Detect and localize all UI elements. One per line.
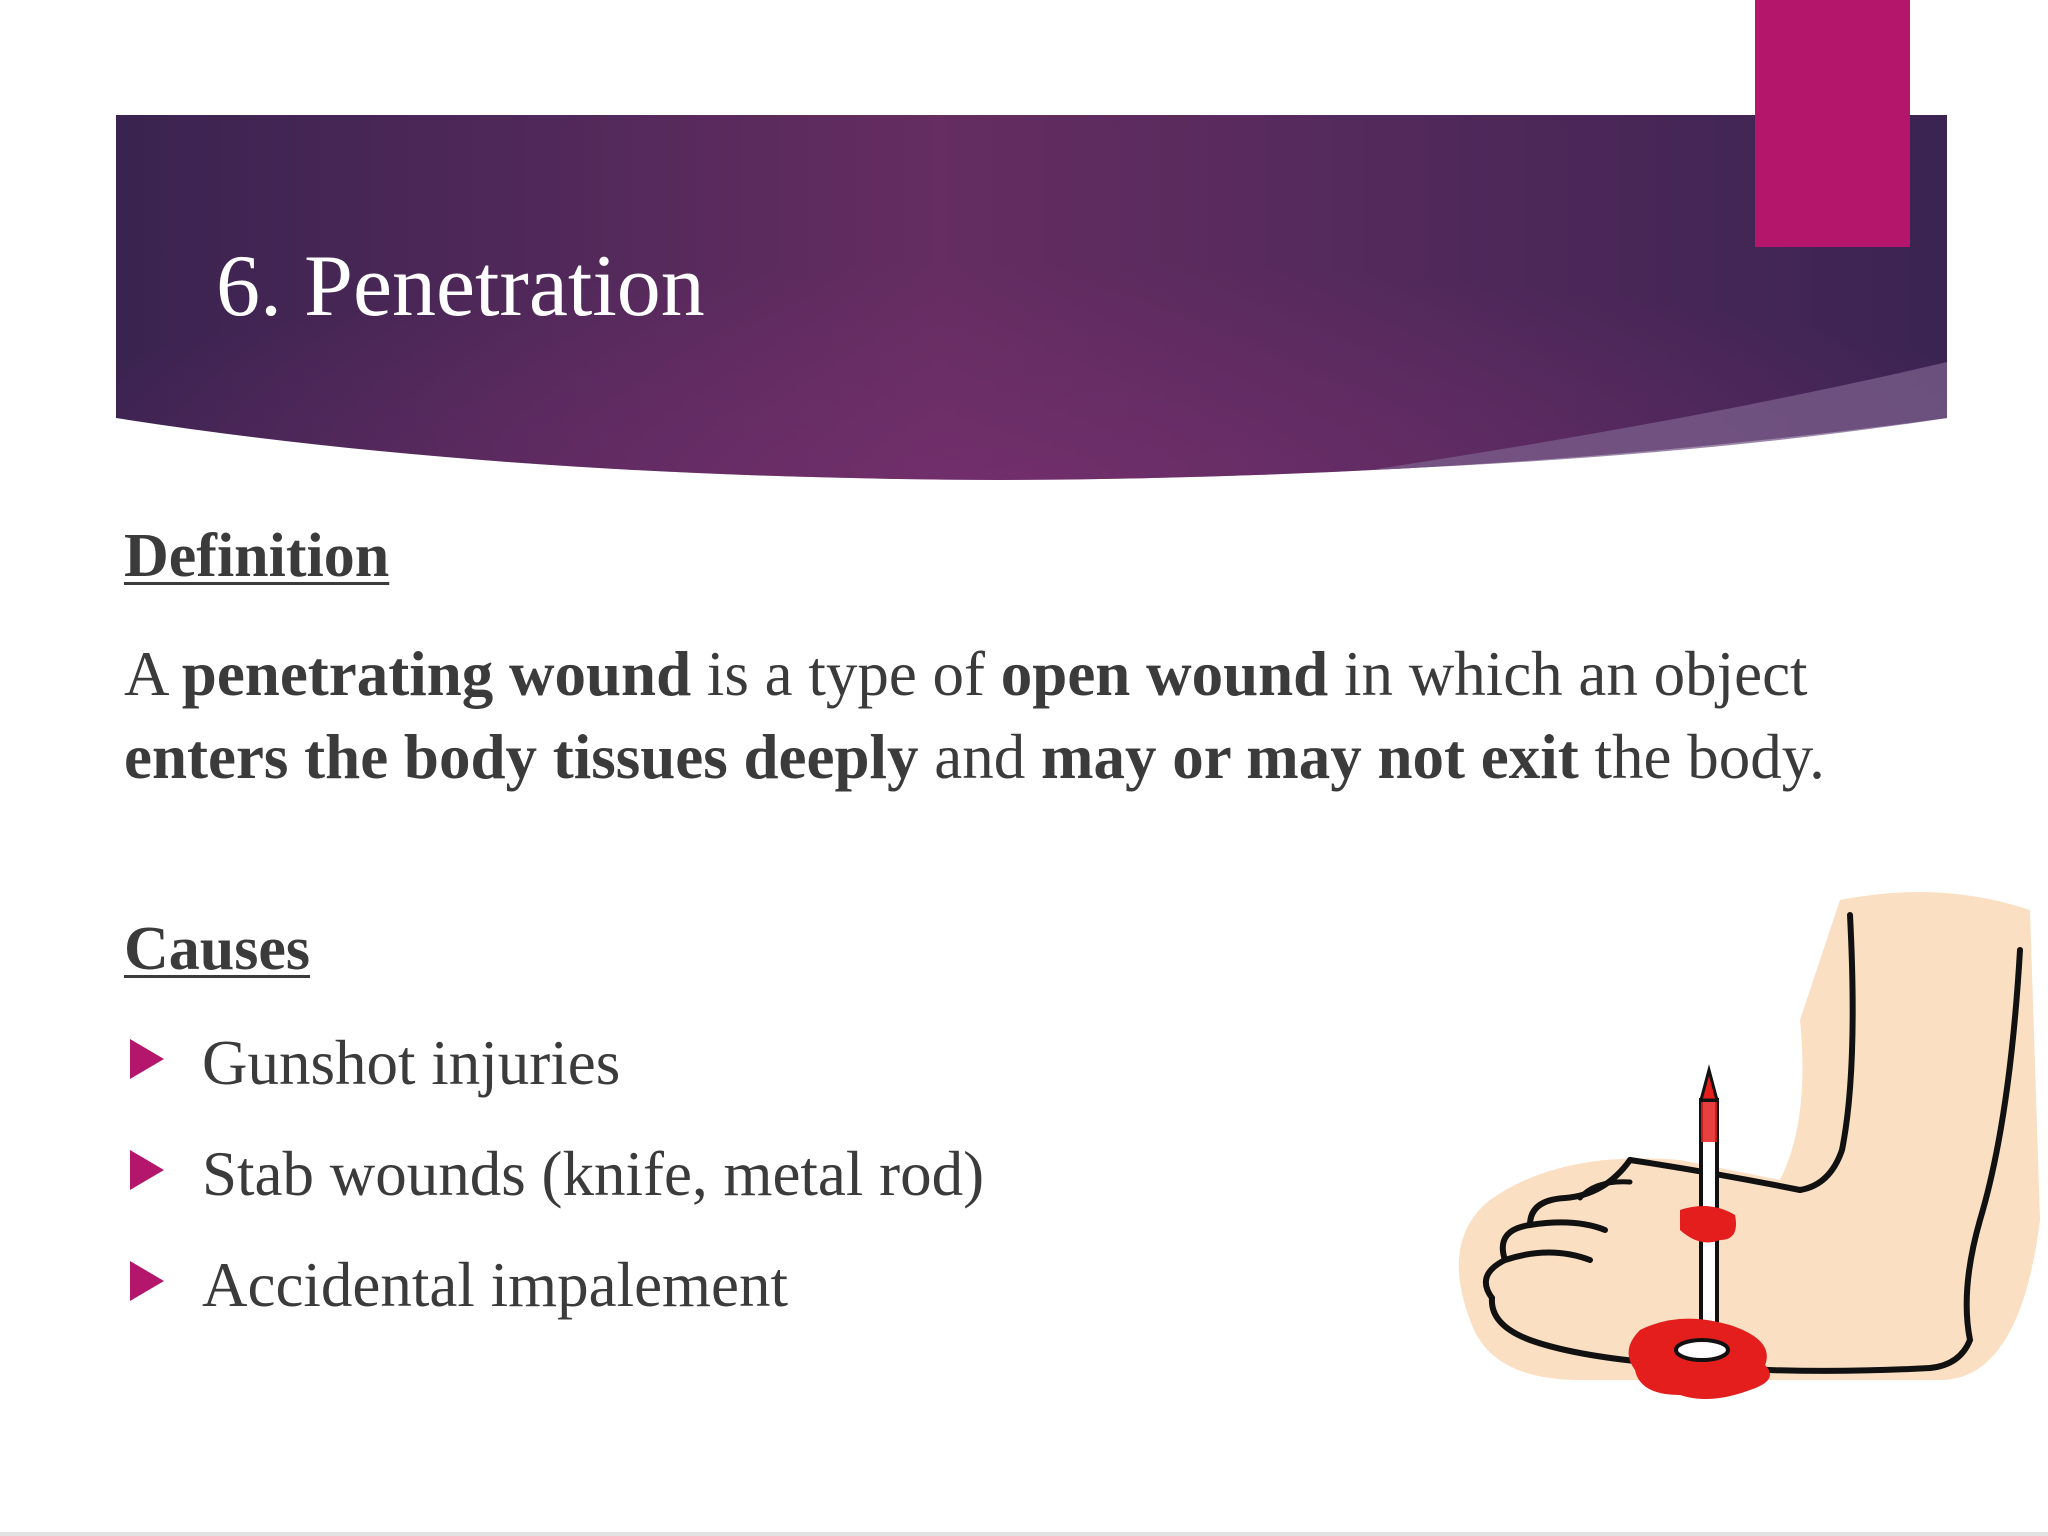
cause-label: Accidental impalement [202, 1250, 789, 1320]
definition-term: enters the body tissues deeply [124, 722, 919, 792]
triangle-bullet-icon [130, 1150, 164, 1190]
definition-text: is a type of [691, 639, 1001, 709]
triangle-bullet-icon [130, 1261, 164, 1301]
slide-bottom-border [0, 1532, 2048, 1536]
definition-text: A [124, 639, 182, 709]
definition-text: in which an object [1328, 639, 1808, 709]
definition-text: and [918, 722, 1041, 792]
definition-heading: Definition [124, 522, 390, 590]
foot-nail-illustration [1380, 820, 2048, 1536]
definition-paragraph [124, 633, 1924, 799]
definition-term: penetrating wound [181, 639, 692, 709]
definition-term: open wound [1000, 639, 1329, 709]
triangle-bullet-icon [130, 1039, 164, 1079]
accent-tab [1755, 0, 1910, 247]
causes-heading: Causes [124, 915, 311, 983]
definition-term: may or may not exit [1040, 722, 1579, 792]
definition-text: the body. [1578, 722, 1825, 792]
cause-label: Gunshot injuries [202, 1028, 621, 1098]
cause-label: Stab wounds (knife, metal rod) [202, 1139, 985, 1209]
slide-title: 6. Penetration [216, 238, 705, 335]
